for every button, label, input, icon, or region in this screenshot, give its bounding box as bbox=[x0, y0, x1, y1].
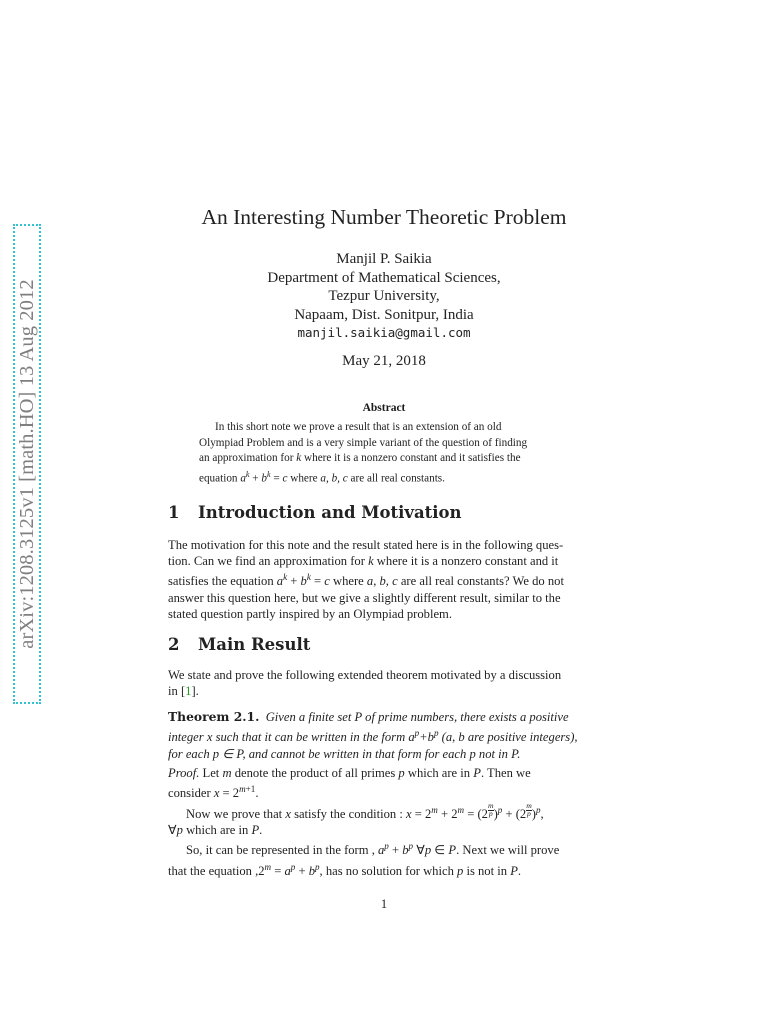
proof-text: that the equation $,2^m = a^p + b^p$, has no solution for which p is not in P. bbox=[168, 861, 522, 878]
section-title: Introduction and Motivation bbox=[198, 503, 462, 522]
paragraph-line: satisfies the equation $a^k + b^k = c$ where a, b, c are all real constants? We do not bbox=[168, 572, 564, 589]
section-number: 1 bbox=[168, 503, 180, 522]
author-department: Department of Mathematical Sciences, bbox=[267, 269, 501, 286]
proof-text: Let m denote the product of all primes p which are in P. Then we bbox=[199, 766, 531, 780]
proof-block bbox=[168, 765, 600, 879]
theorem-block bbox=[168, 709, 600, 762]
section-2-paragraph bbox=[168, 667, 600, 699]
author-email: manjil.saikia@gmail.com bbox=[297, 325, 471, 340]
section-heading bbox=[168, 503, 608, 522]
abstract-body bbox=[199, 420, 569, 487]
author-name: Manjil P. Saikia bbox=[336, 251, 432, 267]
section-title: Main Result bbox=[198, 635, 311, 654]
author-university: Tezpur University, bbox=[328, 288, 440, 304]
abstract-line: equation $a^k + b^k = c$ where a, b, c are all real constants. bbox=[199, 469, 445, 485]
author-block bbox=[0, 250, 768, 343]
paper-date: May 21, 2018 bbox=[342, 353, 426, 369]
paragraph-line: tion. Can we find an approximation for k where it is a nonzero constant and it bbox=[168, 554, 559, 569]
arxiv-side-stamp: arXiv:1208.3125v1 [math.HO] 13 Aug 2012 bbox=[16, 279, 38, 649]
theorem-text: for each p ∈ P, and cannot be written in that form for each p not in P. bbox=[168, 746, 521, 761]
section-number: 2 bbox=[168, 635, 180, 654]
proof-text: ∀p which are in P. bbox=[168, 822, 263, 837]
proof-text: So, it can be represented in the form , $a^p + b^p$ ∀p ∈ P. Next we will prove bbox=[186, 841, 560, 858]
paragraph-line: The motivation for this note and the result stated here is in the following ques- bbox=[168, 538, 564, 552]
proof-text: Now we prove that x satisfy the condition : $x = 2^m + 2^m = (2$ $^{\frac{m}{p}}$ )$^p$ + (2 $^{\frac{m}{p}}$ )$^p$, bbox=[186, 801, 544, 821]
section-heading bbox=[168, 635, 608, 654]
abstract-heading: Abstract bbox=[362, 402, 406, 414]
paragraph-line: We state and prove the following extended theorem motivated by a discussion bbox=[168, 668, 562, 682]
paragraph-line: stated question partly inspired by an Olympiad problem. bbox=[168, 607, 453, 621]
theorem-text: Given a finite set P of prime numbers, there exists a positive bbox=[265, 710, 569, 724]
abstract-line: In this short note we prove a result that is an extension of an old bbox=[215, 421, 502, 433]
paragraph-line: in [1]. bbox=[168, 684, 199, 699]
paragraph-line: answer this question here, but we give a slightly different result, similar to the bbox=[168, 590, 561, 605]
paper-title: An Interesting Number Theoretic Problem bbox=[201, 205, 567, 229]
abstract-line: an approximation for k where it is a nonzero constant and it satisfies the bbox=[199, 452, 521, 465]
section-1-paragraph bbox=[168, 537, 600, 622]
theorem-text: integer x such that it can be written in the form $a^p+b^p$ (a, b are positive integers), bbox=[168, 728, 578, 745]
page-number: 1 bbox=[380, 897, 388, 911]
theorem-label: Theorem 2.1. bbox=[168, 709, 260, 724]
abstract-line: Olympiad Problem and is a very simple variant of the question of finding bbox=[199, 436, 528, 449]
proof-text: consider $x = 2^{m+1}$. bbox=[168, 784, 259, 801]
proof-label: Proof. bbox=[168, 766, 200, 780]
author-address: Napaam, Dist. Sonitpur, India bbox=[294, 306, 474, 323]
